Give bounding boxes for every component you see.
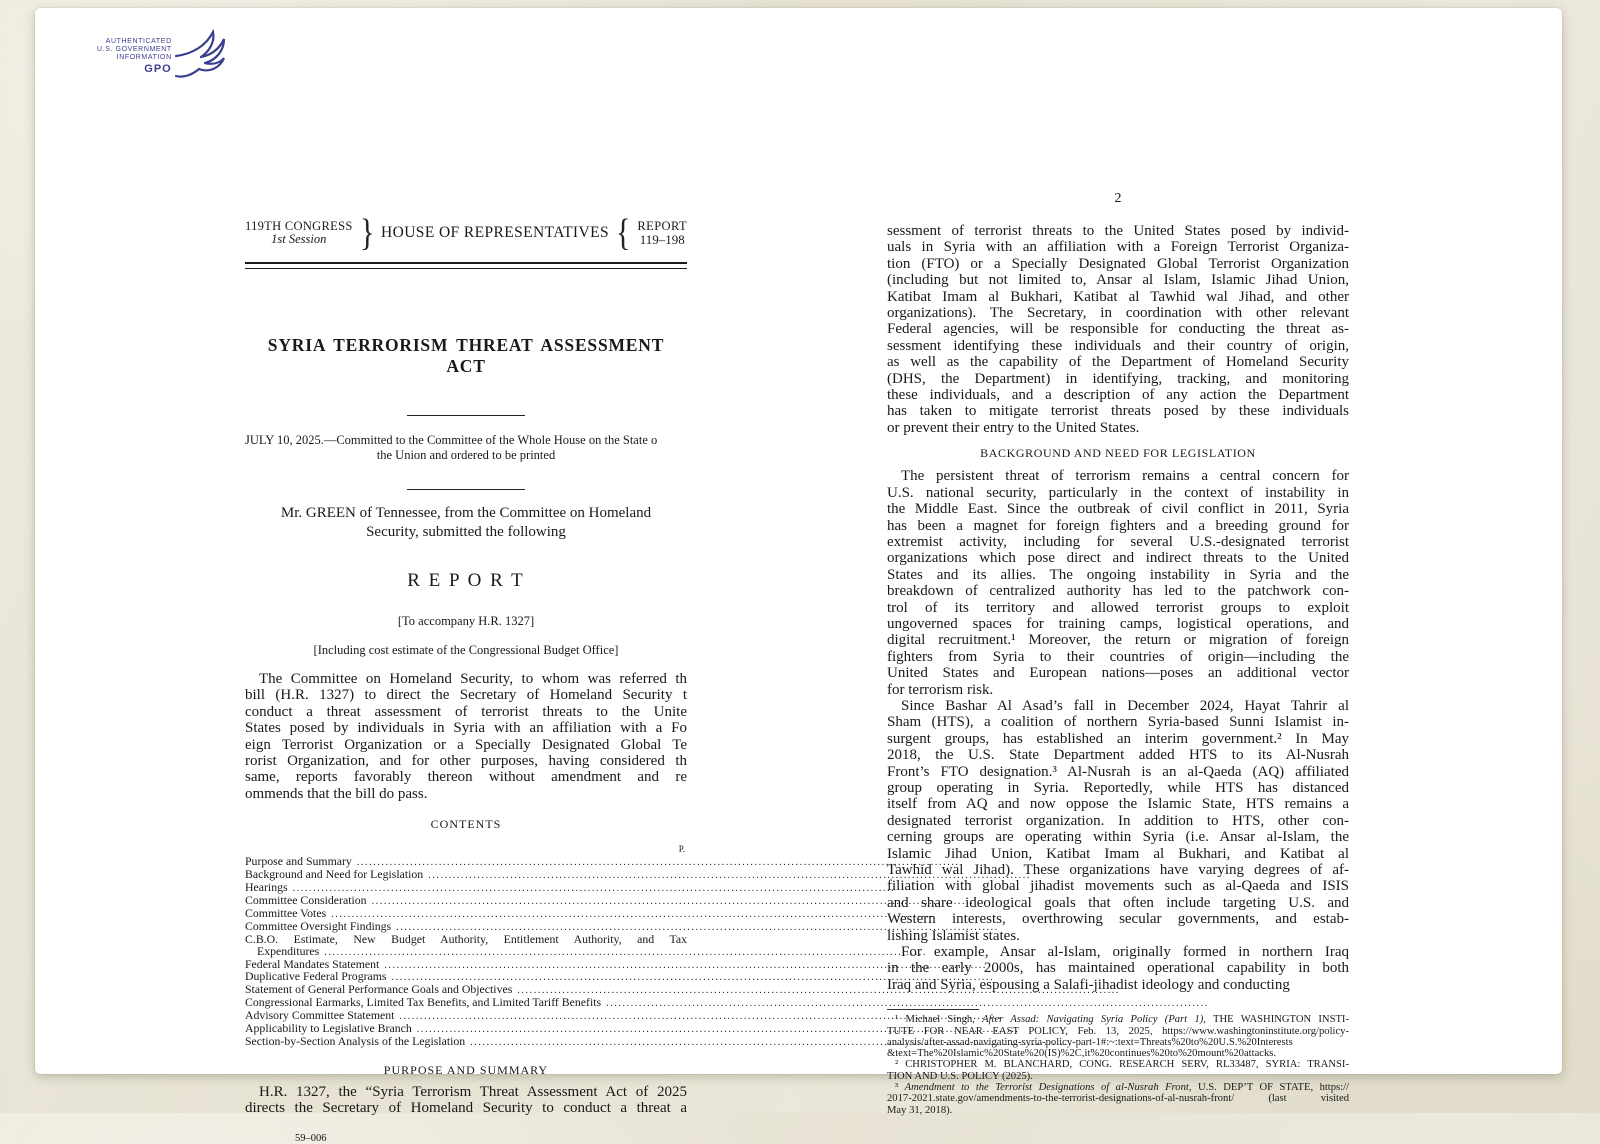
committee-resolution-paragraph <box>245 671 687 802</box>
text-line: same, reports favorably thereon without amendment and re <box>245 769 687 786</box>
contents-item-label: Committee Consideration <box>245 892 367 907</box>
text-line: and share ideological goals that often include targeting U.S. and <box>887 894 1349 911</box>
text-line: For example, Ansar al-Islam, originally formed in northern Iraq <box>901 944 1349 961</box>
text-line: United States and European nations—poses an additional vector <box>887 665 1349 682</box>
report-number-block <box>637 219 687 247</box>
text-line: for terrorism risk. <box>887 681 994 698</box>
contents-item-label: Advisory Committee Statement <box>245 1008 395 1023</box>
chamber-title: HOUSE OF REPRESENTATIVES <box>381 224 609 241</box>
gpo-logo-text <box>97 38 172 73</box>
text-line: itself from AQ and now oppose the Islamic State, HTS remains a <box>887 796 1349 813</box>
contents-item-label: C.B.O. Estimate, New Budget Authority, Entitlement Authority, and Tax <box>245 931 687 946</box>
text-line: filiation with global jihadist movements such as al-Qaeda and ISIS <box>887 878 1349 895</box>
committal-date-line2: the Union and ordered to be printed <box>376 448 556 462</box>
gpo-eagle-icon <box>172 28 230 87</box>
text-line: The Committee on Homeland Security, to whom was referred th <box>259 671 687 687</box>
text-line: directs the Secretary of Homeland Security to conduct a threat a <box>245 1100 687 1117</box>
text-line: TION AND U.S. POLICY (2025). <box>887 1070 1033 1082</box>
text-line: ommends that the bill do pass. <box>245 785 428 802</box>
text-line: States and its allies. The ongoing instability in Syria and the <box>887 566 1349 583</box>
dot-leader <box>324 946 927 959</box>
report-header <box>245 211 687 255</box>
text-line: Western interests, overthrowing secular governments, and estab- <box>887 911 1349 928</box>
committal-date-line1: JULY 10, 2025.—Committed to the Committee of the Whole House on the State o <box>245 433 658 447</box>
gpo-acronym: GPO <box>144 63 172 75</box>
text-line: Katibat Imam al Bukhari, Katibat al Tawhid wal Jihad, and other <box>887 288 1349 305</box>
contents-item-label: Duplicative Federal Programs <box>245 969 387 984</box>
contents-item-label: Statement of General Performance Goals and Objectives <box>245 982 513 997</box>
footnote-separator-rule <box>887 1009 979 1010</box>
text-line: The persistent threat of terrorism remains a central concern for <box>901 468 1349 485</box>
purpose-paragraph <box>245 1084 687 1117</box>
text-line: sessment identifying these individuals and their country of origin, <box>887 337 1349 354</box>
text-line: digital recruitment.¹ Moreover, the return or migration of foreign <box>887 632 1349 649</box>
text-line: has been a magnet for foreign fighters and a breeding ground for <box>887 517 1349 534</box>
contents-item-label: Background and Need for Legislation <box>245 867 424 882</box>
text-line: group operating in Syria. Reportedly, while HTS has distanced <box>887 780 1349 796</box>
text-line: these individuals, and a description of any action the Department <box>887 387 1349 404</box>
congress-session-block <box>245 220 353 246</box>
report-page-2 <box>887 191 1349 1116</box>
text-line: in the early 2000s, has maintained operational capability in both <box>887 960 1349 977</box>
text-line: conduct a threat assessment of terrorist threats to the Unite <box>245 703 687 720</box>
text-line: or prevent their entry to the United States. <box>887 419 1140 436</box>
text-line: States posed by individuals in Syria with an affiliation with a Fo <box>245 720 687 737</box>
text-line: 2018, the U.S. State Department added HTS to its Al-Nusrah <box>887 747 1349 764</box>
dot-leader <box>357 856 960 869</box>
text-line: fighters from Syria to their countries of origin—including the <box>887 648 1349 665</box>
report-label: REPORT <box>637 219 687 233</box>
text-line: eign Terrorist Organization or a Specially Designated Global Te <box>245 736 687 753</box>
text-line: sessment of terrorist threats to the United States posed by individ- <box>887 223 1349 239</box>
text-line: Federal agencies, will be responsible for conducting the threat as- <box>887 321 1349 338</box>
contents-heading: CONTENTS <box>430 817 502 832</box>
text-line: U.S. national security, particularly in the context of instability in <box>887 484 1349 501</box>
contents-item-label: Congressional Earmarks, Limited Tax Benefits, and Limited Tariff Benefits <box>245 995 602 1010</box>
text-line: tion (FTO) or a Specially Designated Global Terrorist Organization <box>887 255 1349 272</box>
hts-paragraph <box>887 698 1349 944</box>
contents-item-label: Section-by-Section Analysis of the Legislation <box>245 1033 466 1048</box>
background-section-heading: BACKGROUND AND NEED FOR LEGISLATION <box>980 446 1256 461</box>
text-line: uals in Syria with an affiliation with a Foreign Terrorist Organiza- <box>887 239 1349 256</box>
right-brace-glyph: } <box>359 212 375 254</box>
divider-rule <box>407 415 525 416</box>
text-line: as well as the capability of the Department of Homeland Security <box>887 354 1349 371</box>
dot-leader <box>331 908 934 921</box>
contents-item-label: Applicability to Legislative Branch <box>245 1021 412 1036</box>
report-page-1 <box>245 211 687 1144</box>
text-line: cerning groups are operating within Syria (i.e. Ansar al-Islam, the <box>887 829 1349 846</box>
text-line: ³ Amendment to the Terrorist Designations of al-Nusrah Front, U.S. DEP’T OF STATE, https:// <box>895 1082 1349 1094</box>
contents-item-label: Committee Oversight Findings <box>245 918 392 933</box>
text-line: designated terrorist organization. In addition to HTS, other con- <box>887 812 1349 829</box>
page-number: 2 <box>1114 191 1122 206</box>
footnotes-block <box>887 1014 1349 1116</box>
contents-item-label: Federal Mandates Statement <box>245 956 380 971</box>
text-line: Front’s FTO designation.³ Al-Nusrah is an al-Qaeda (AQ) affiliated <box>887 763 1349 780</box>
text-line: TUTE FOR NEAR EAST POLICY, Feb. 13, 2025, https://www.washingtoninstitute.org/policy- <box>887 1025 1349 1037</box>
text-line: organizations). The Secretary, in coordination with other relevant <box>887 305 1349 322</box>
committal-date-block <box>245 433 687 463</box>
text-line: organizations which pose direct and indirect threats to the United <box>887 550 1349 567</box>
contents-item-label: Expenditures <box>257 943 320 958</box>
text-line: Since Bashar Al Asad’s fall in December 2024, Hayat Tahrir al <box>901 697 1349 714</box>
text-line: Islamic Jihad Union, Katibat Imam al Bukhari, and Katibat al <box>887 845 1349 862</box>
contents-item <box>245 1033 687 1049</box>
persistent-threat-paragraph <box>887 468 1349 698</box>
report-number: 119–198 <box>639 232 685 247</box>
submitted-line1: Mr. GREEN of Tennessee, from the Committee on Homeland <box>280 505 652 521</box>
text-line: ungoverned spaces for training camps, logistical operations, and <box>887 615 1349 632</box>
text-line: H.R. 1327, the “Syria Terrorism Threat Assessment Act of 2025 <box>259 1083 687 1100</box>
contents-item <box>245 869 687 882</box>
contents-item-label: Committee Votes <box>245 905 327 920</box>
text-line: Tawhid wal Jihad). These organizations have varying degrees of af- <box>887 862 1349 879</box>
text-line: Iraq and Syria, espousing a Salafi-jihadist ideology and conducting <box>887 976 1290 993</box>
text-line: has taken to mitigate terrorist threats posed by these individuals <box>887 403 1349 420</box>
text-line: trol of its territory and allowed terrorist groups to exploit <box>887 599 1349 616</box>
gpo-logo <box>97 28 230 87</box>
text-line: May 31, 2018). <box>887 1104 953 1116</box>
submitted-line2: Security, submitted the following <box>366 524 566 540</box>
text-line: lishing Islamist states. <box>887 927 1020 944</box>
contents-item-label: Purpose and Summary <box>245 854 352 869</box>
dot-leader <box>372 895 975 908</box>
left-brace-glyph: { <box>615 212 631 254</box>
dot-leader <box>293 882 896 895</box>
session-label: 1st Session <box>271 232 327 246</box>
text-line: 2017-2021.state.gov/amendments-to-the-terrorist-designations-of-al-nusrah-front/ (last visited <box>887 1093 1349 1105</box>
contents-page-column-label: P. <box>678 844 685 855</box>
contents-list <box>245 856 687 1049</box>
gpo-government-label: U.S. GOVERNMENT <box>97 46 172 53</box>
text-line: &text=The%20Islamic%20State%20(IS)%2C,it%20continues%20to%20mount%20attacks. <box>887 1048 1277 1060</box>
ansar-al-islam-paragraph <box>887 944 1349 993</box>
text-line: extremist activity, including for several U.S.-designated terrorist <box>887 533 1349 550</box>
text-line: breakdown of centralized authority has led to the patchwork con- <box>887 583 1349 600</box>
act-title: SYRIA TERRORISM THREAT ASSESSMENT ACT <box>267 335 665 376</box>
report-heading: R E P O R T <box>407 570 525 591</box>
text-line: the Middle East. Since the outbreak of civil conflict in 2011, Syria <box>887 501 1349 518</box>
document-sheet <box>35 8 1562 1144</box>
text-line: surgent groups, has established an interim government.² In May <box>887 730 1349 747</box>
divider-rule <box>407 489 525 490</box>
text-line: rorist Organization, and for other purposes, having considered th <box>245 753 687 770</box>
gpo-print-code: 59–006 <box>295 1132 327 1144</box>
congress-label: 119TH CONGRESS <box>245 219 353 233</box>
text-line: ¹ Michael Singh, After Assad: Navigating Syria Policy (Part 1), THE WASHINGTON INSTI- <box>895 1014 1349 1026</box>
gpo-authenticated-label: AUTHENTICATED <box>105 38 172 45</box>
text-line: (DHS, the Department) in identifying, tracking, and monitoring <box>887 370 1349 387</box>
accompany-line: [To accompany H.R. 1327] <box>397 614 535 628</box>
text-line: analysis/after-assad-navigating-syria-policy-part-1#:~:text=Threats%20to%20U.S.%20Interests <box>887 1036 1293 1048</box>
threat-assessment-paragraph <box>887 223 1349 436</box>
gpo-information-label: INFORMATION <box>116 54 172 61</box>
text-line: (including but not limited to, Ansar al Islam, Islamic Jihad Union, <box>887 272 1349 289</box>
purpose-heading: PURPOSE AND SUMMARY <box>383 1062 549 1077</box>
cost-estimate-line: [Including cost estimate of the Congressional Budget Office] <box>313 643 619 657</box>
text-line: Sham (HTS), a coalition of northern Syria-based Sunni Islamist in- <box>887 714 1349 731</box>
submitted-by-block <box>245 504 687 542</box>
text-line: ² CHRISTOPHER M. BLANCHARD, CONG. RESEARCH SERV, RL33487, SYRIA: TRANSI- <box>895 1059 1349 1071</box>
contents-item-label: Hearings <box>245 880 288 895</box>
text-line: bill (H.R. 1327) to direct the Secretary of Homeland Security t <box>245 687 687 704</box>
header-double-rule <box>245 262 687 269</box>
